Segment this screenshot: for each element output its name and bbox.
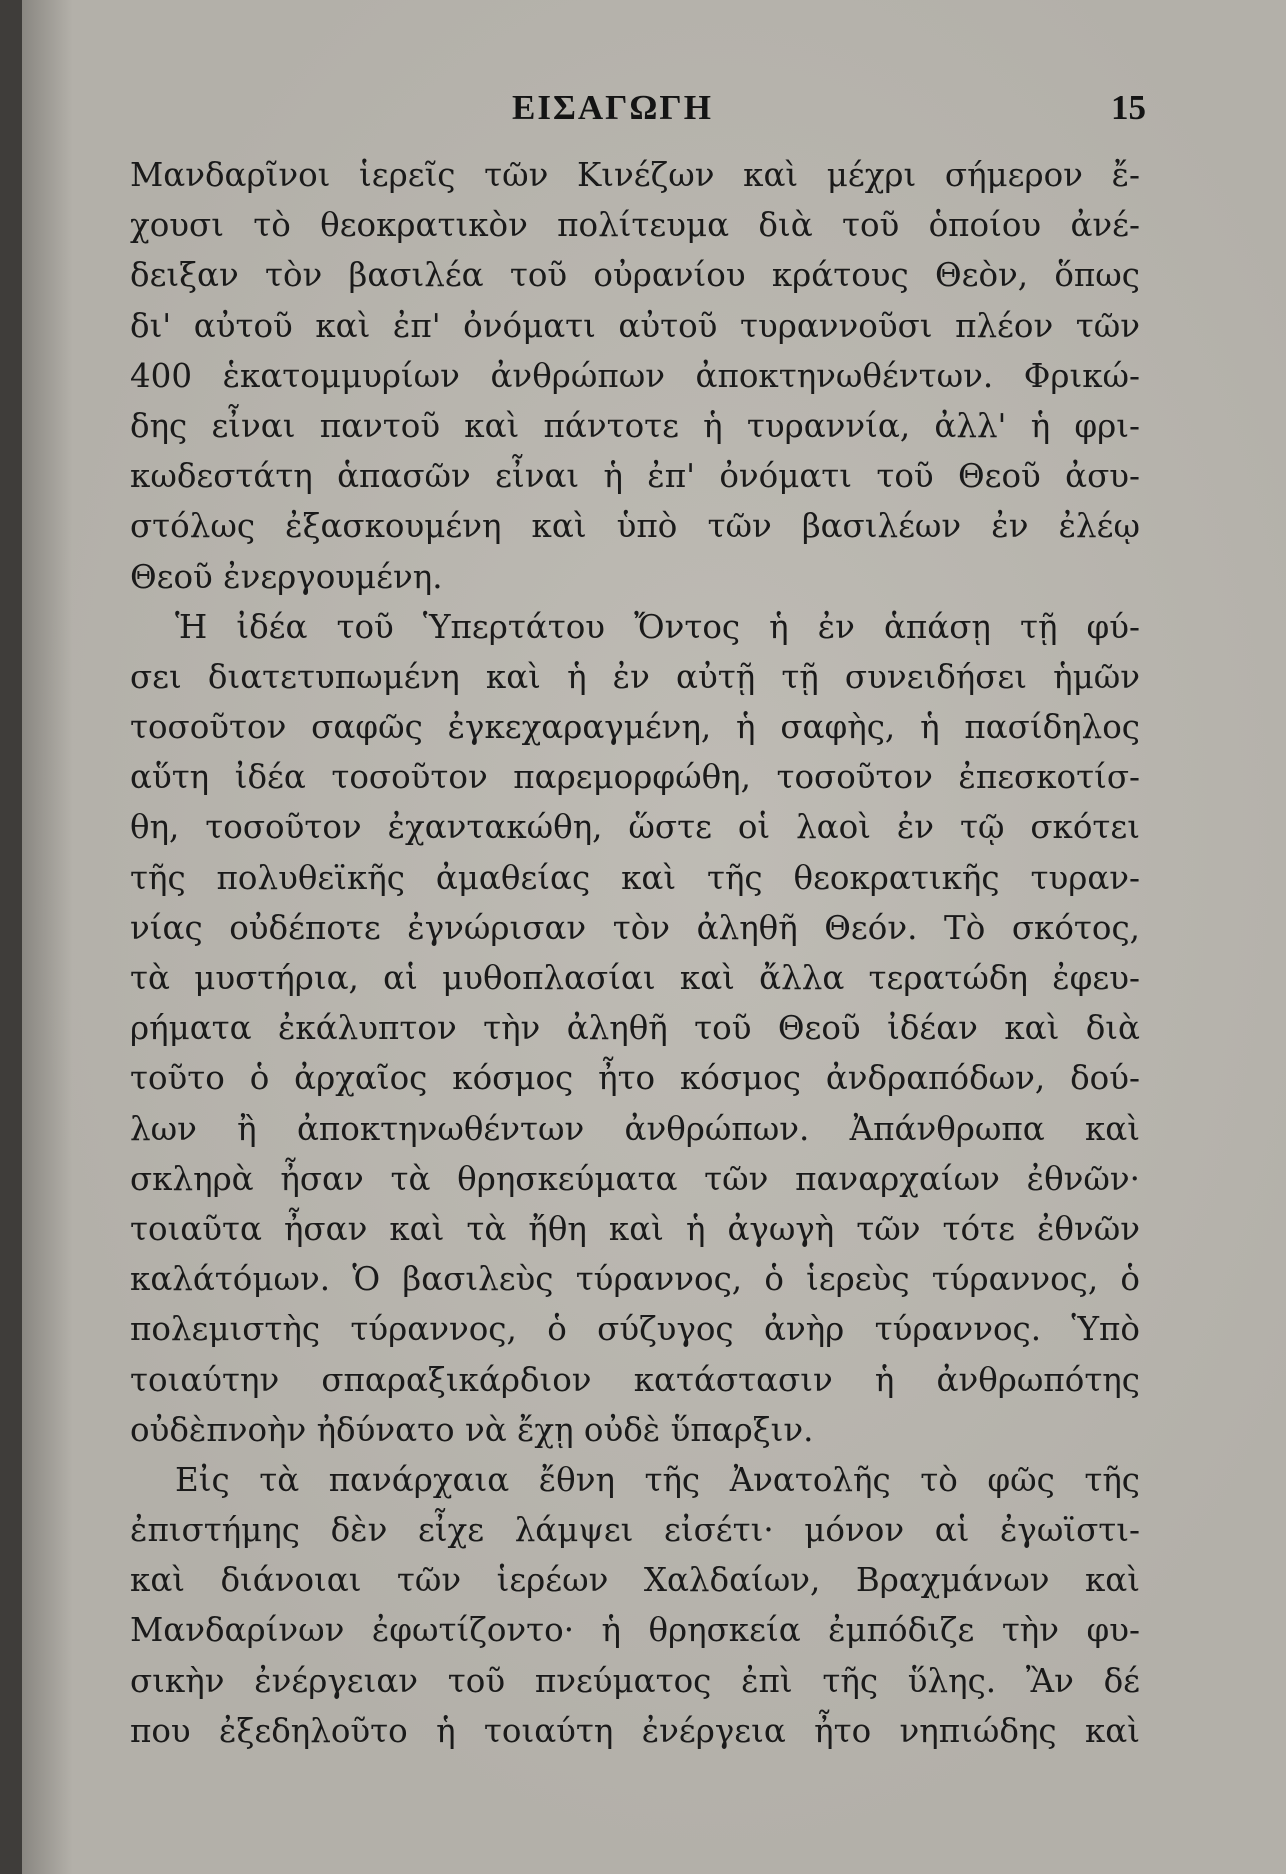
- text-line: σικὴν ἐνέργειαν τοῦ πνεύματος ἐπὶ τῆς ὕλης. Ἂν δέ: [130, 1661, 1140, 1700]
- text-line: τοῦτο ὁ ἀρχαῖος κόσμος ἦτο κόσμος ἀνδραπόδων, δού-: [130, 1059, 1140, 1098]
- text-line: καλάτόμων. Ὁ βασιλεὺς τύραννος, ὁ ἱερεὺς τύραννος, ὁ: [130, 1260, 1140, 1299]
- text-line: Μανδαρίνων ἐφωτίζοντο· ἡ θρησκεία ἐμπόδιζε τὴν φυ-: [130, 1611, 1140, 1650]
- text-line: χουσι τὸ θεοκρατικὸν πολίτευμα διὰ τοῦ ὁποίου ἀνέ-: [130, 206, 1140, 245]
- page-number: 15: [1111, 88, 1146, 127]
- text-line: Εἰς τὰ πανάρχαια ἔθνη τῆς Ἀνατολῆς τὸ φῶς τῆς: [175, 1460, 1140, 1499]
- text-line: κωδεστάτη ἁπασῶν εἶναι ἡ ἐπ' ὀνόματι τοῦ Θεοῦ ἀσυ-: [130, 457, 1140, 496]
- text-line: δι' αὐτοῦ καὶ ἐπ' ὀνόματι αὐτοῦ τυραννοῦσι πλέον τῶν: [130, 306, 1140, 345]
- text-line: οὐδὲπνοὴν ἠδύνατο νὰ ἔχῃ οὐδὲ ὕπαρξιν.: [130, 1410, 814, 1449]
- page-header: [22, 88, 1286, 138]
- book-page: [22, 0, 1286, 1874]
- text-line: τοσοῦτον σαφῶς ἐγκεχαραγμένη, ἡ σαφὴς, ἡ πασίδηλος: [130, 708, 1140, 747]
- text-line: αὕτη ἰδέα τοσοῦτον παρεμορφώθη, τοσοῦτον ἐπεσκοτίσ-: [130, 758, 1140, 797]
- text-line: λων ἢ ἀποκτηνωθέντων ἀνθρώπων. Ἀπάνθρωπα καὶ: [130, 1109, 1140, 1148]
- text-line: νίας οὐδέποτε ἐγνώρισαν τὸν ἀληθῆ Θεόν. Τὸ σκότος,: [130, 908, 1140, 947]
- running-title: ΕΙΣΑΓΩΓΗ: [512, 88, 713, 127]
- text-line: τὰ μυστήρια, αἱ μυθοπλασίαι καὶ ἄλλα τερατώδη ἐφευ-: [130, 959, 1140, 997]
- text-line: σκληρὰ ἦσαν τὰ θρησκεύματα τῶν παναρχαίων ἐθνῶν·: [130, 1159, 1140, 1198]
- text-line: Μανδαρῖνοι ἱερεῖς τῶν Κινέζων καὶ μέχρι σήμερον ἔ-: [130, 156, 1140, 194]
- text-line: δης εἶναι παντοῦ καὶ πάντοτε ἡ τυραννία, ἀλλ' ἡ φρι-: [130, 406, 1140, 445]
- text-line: που ἐξεδηλοῦτο ἡ τοιαύτη ἐνέργεια ἦτο νηπιώδης καὶ: [130, 1711, 1140, 1750]
- text-line: δειξαν τὸν βασιλέα τοῦ οὐρανίου κράτους Θεὸν, ὅπως: [130, 256, 1140, 295]
- text-line: 400 ἑκατομμυρίων ἀνθρώπων ἀποκτηνωθέντων. Φρικώ-: [130, 356, 1140, 395]
- text-line: Ἡ ἰδέα τοῦ Ὑπερτάτου Ὄντος ἡ ἐν ἁπάσῃ τῇ φύ-: [175, 607, 1140, 646]
- text-line: τῆς πολυθεϊκῆς ἀμαθείας καὶ τῆς θεοκρατικῆς τυραν-: [130, 858, 1140, 897]
- text-line: Θεοῦ ἐνεργουμένη.: [130, 557, 443, 596]
- text-line: ἐπιστήμης δὲν εἶχε λάμψει εἰσέτι· μόνον αἱ ἐγωϊστι-: [130, 1511, 1140, 1550]
- body-text: [130, 150, 1140, 1756]
- text-line: τοιαῦτα ἦσαν καὶ τὰ ἤθη καὶ ἡ ἀγωγὴ τῶν τότε ἐθνῶν: [130, 1209, 1140, 1248]
- text-line: πολεμιστὴς τύραννος, ὁ σύζυγος ἀνὴρ τύραννος. Ὑπὸ: [130, 1310, 1140, 1349]
- text-line: ρήματα ἐκάλυπτον τὴν ἀληθῆ τοῦ Θεοῦ ἰδέαν καὶ διὰ: [130, 1009, 1140, 1048]
- text-line: τοιαύτην σπαραξικάρδιον κατάστασιν ἡ ἀνθρωπότης: [130, 1360, 1140, 1399]
- text-line: καὶ διάνοιαι τῶν ἱερέων Χαλδαίων, Βραχμάνων καὶ: [130, 1561, 1140, 1600]
- text-line: στόλως ἐξασκουμένη καὶ ὑπὸ τῶν βασιλέων ἐν ἐλέῳ: [130, 507, 1140, 546]
- text-line: σει διατετυπωμένη καὶ ἡ ἐν αὐτῇ τῇ συνειδήσει ἡμῶν: [130, 657, 1140, 696]
- text-line: θη, τοσοῦτον ἐχαντακώθη, ὥστε οἱ λαοὶ ἐν τῷ σκότει: [130, 808, 1140, 847]
